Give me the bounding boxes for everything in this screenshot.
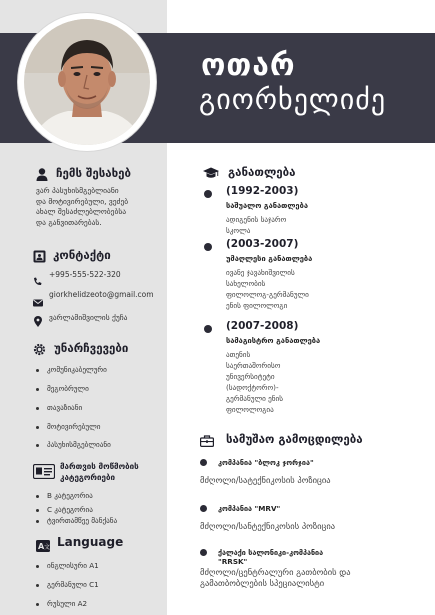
contact-phone[interactable]: +995-555-522-320 xyxy=(49,270,121,279)
skill-bullet xyxy=(36,426,39,429)
about-line: ახალ შესაძლებლობებსა xyxy=(36,207,127,216)
skill-bullet xyxy=(36,369,39,372)
timeline-dot xyxy=(204,325,212,333)
education-title: განათლება xyxy=(228,165,296,179)
about-line: და მოტივირებული, ვეძებ xyxy=(36,197,129,206)
experience-position: გამათბობლების სპეციალისტი xyxy=(200,579,325,589)
contacts-title: კონტაქტი xyxy=(53,248,111,262)
education-years: (1992-2003) xyxy=(226,185,299,197)
education-desc: ფილოლოგია xyxy=(226,405,274,414)
languages-title: Language xyxy=(57,535,124,549)
language-bullet xyxy=(36,603,39,606)
contact-card-icon xyxy=(33,248,46,267)
svg-text:A: A xyxy=(38,542,45,551)
contact-address: ვარლამიშვილის ქუჩა xyxy=(49,313,128,322)
about-title: ჩემს შესახებ xyxy=(56,166,132,180)
skill-bullet xyxy=(36,388,39,391)
svg-text:文: 文 xyxy=(44,544,50,551)
timeline-dot xyxy=(200,549,207,556)
phone-icon xyxy=(33,271,42,290)
license-item: ტვირთამწეე მანქანა xyxy=(47,516,118,525)
graduation-cap-icon xyxy=(203,165,219,184)
timeline-dot xyxy=(200,459,207,466)
about-line: ვარ პასუხისმგებლიანი xyxy=(36,186,119,195)
skill-bullet xyxy=(36,444,39,447)
education-years: (2003-2007) xyxy=(226,238,299,250)
location-pin-icon xyxy=(34,312,42,331)
email-icon xyxy=(33,292,43,311)
license-card-icon xyxy=(33,464,55,483)
language-bullet xyxy=(36,565,39,568)
language-item: ინგლისური A1 xyxy=(47,561,99,570)
contact-email[interactable]: giorkhelidzeoto@gmail.com xyxy=(49,290,154,299)
skill-bullet xyxy=(36,407,39,410)
name-first: ოთარ xyxy=(201,48,296,83)
skill-item: თავაზიანი xyxy=(47,403,83,412)
education-desc: ენის ფილოლოგი xyxy=(226,301,288,310)
skill-item: კომუნიკაბელური xyxy=(47,365,107,374)
skill-item: მოტივირებული xyxy=(47,422,101,431)
experience-title: სამუშაო გამოცდილება xyxy=(226,432,363,446)
about-line: და განვითარებას. xyxy=(36,218,102,227)
license-item: B კატეგორია xyxy=(47,491,93,500)
gear-icon xyxy=(33,341,46,360)
education-desc: გერმანული ენის xyxy=(226,394,283,403)
education-desc: ფილოლოგ-გერმანული xyxy=(226,290,309,299)
skills-title: უნარჩვევები xyxy=(54,341,129,355)
license-title: კატეგორიები xyxy=(60,473,115,482)
license-title: მართვის მოწმობის xyxy=(60,462,139,471)
person-icon xyxy=(36,166,48,185)
education-desc: სკოლა xyxy=(226,226,251,235)
experience-company: კომპანია "ბლოკ ჯორჯია" xyxy=(218,458,314,467)
skill-item: მეგობრული xyxy=(47,384,89,393)
translate-icon xyxy=(36,537,50,556)
license-bullet xyxy=(36,495,39,498)
education-desc: უნივერსიტეტი xyxy=(226,372,275,381)
education-desc: ადიგენის საჯარო xyxy=(226,215,287,224)
education-desc: საერთაშორისო xyxy=(226,361,281,370)
education-degree: უმაღლესი განათლება xyxy=(226,254,313,263)
education-years: (2007-2008) xyxy=(226,320,299,332)
education-desc: ათენის xyxy=(226,350,251,359)
license-bullet xyxy=(36,509,39,512)
education-desc: (სადოქტორო)- xyxy=(226,383,279,392)
experience-company: ქალაქი სალონიკი-კომპანია xyxy=(218,548,324,557)
experience-position: მძღოლი/ცენტრალური გათბობის და xyxy=(200,568,351,578)
education-desc: ივანე ჯავახიშვილის xyxy=(226,268,295,277)
language-item: რუსული A2 xyxy=(47,599,88,608)
education-degree: საშუალო განათლება xyxy=(226,201,308,210)
timeline-dot xyxy=(204,243,212,251)
license-item: C კატეგორია xyxy=(47,505,93,514)
briefcase-icon xyxy=(200,432,214,451)
name-last: გიორხელიძე xyxy=(199,83,387,116)
skill-item: პასუხისმგებლიანი xyxy=(47,440,111,449)
language-item: გერმანული C1 xyxy=(47,580,99,589)
language-bullet xyxy=(36,584,39,587)
experience-company: კომპანია "MRV" xyxy=(218,504,281,513)
license-bullet xyxy=(36,520,39,523)
profile-photo xyxy=(18,13,156,151)
experience-company: "RRSK" xyxy=(218,557,248,566)
experience-position: მძღოლი/სანტექნიკოსის პოზიცია xyxy=(200,522,336,532)
timeline-dot xyxy=(204,190,212,198)
timeline-dot xyxy=(200,505,207,512)
education-desc: სახელობის xyxy=(226,279,266,288)
education-degree: სამაგისტრო განათლება xyxy=(226,336,321,345)
experience-position: მძღოლი/სატექნიკოსის პოზიცია xyxy=(200,476,331,486)
